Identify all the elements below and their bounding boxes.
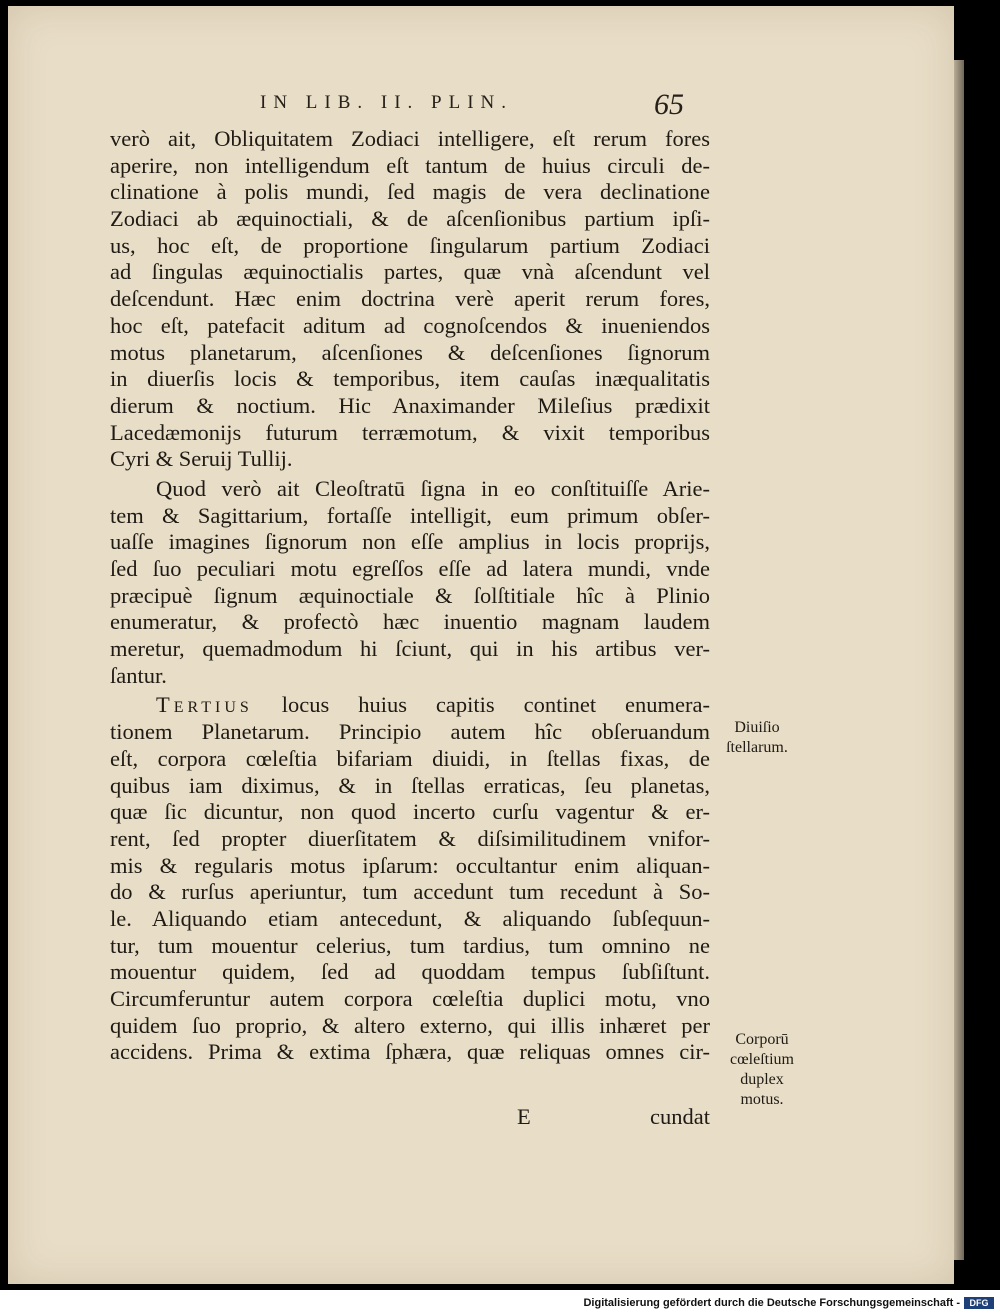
margin-note-corporum	[712, 1030, 812, 1110]
text-line: quidem ſuo proprio, & altero externo, qui illis inhæret per	[110, 1012, 710, 1038]
text-line: aperire, non intelligendum eſt tantum de huius circuli de-	[110, 152, 710, 178]
text-line: enumeratur, & profectò hæc inuentio magnam laudem	[110, 609, 710, 635]
text-line: in diuerſis locis & temporibus, item cauſas inæqualitatis	[110, 366, 710, 392]
margin-note-diuisio	[712, 718, 802, 758]
page-number: 65	[654, 88, 684, 121]
text-line: meretur, quemadmodum hi ſciunt, qui in his artibus ver-	[110, 636, 710, 662]
text-line: accidens. Prima & extima ſphæra, quæ reliquas omnes cir-	[110, 1039, 710, 1065]
text-line: verò ait, Obliquitatem Zodiaci intelligere, eſt rerum fores	[110, 126, 710, 151]
text-line: tur, tum mouentur celerius, tum tardius, tum omnino ne	[110, 932, 710, 958]
margin-note-line: Corporū	[735, 1031, 789, 1048]
section-opening-word: Tertius	[156, 692, 253, 718]
text-line: us, hoc eſt, de proportione ſingularum partium Zodiaci	[110, 232, 710, 258]
credit-text: Digitalisierung gefördert durch die Deutsche Forschungsgemeinschaft -	[583, 1297, 960, 1309]
text-line: clinatione à polis mundi, ſed magis de vera declinatione	[110, 179, 710, 205]
text-line: mis & regularis motus ipſarum: occultantur enim aliquan-	[110, 852, 710, 878]
text-line: uaſſe imagines ſignorum non eſſe amplius in locis proprijs,	[110, 529, 710, 555]
text-line-rest: locus huius capitis continet enumera-	[281, 692, 710, 718]
text-line: Quod verò ait Cleoſtratū ſigna in eo conſtituiſſe Arie-	[156, 475, 710, 501]
text-line: Circumferuntur autem corpora cœleſtia duplici motu, vno	[110, 986, 710, 1011]
text-line: motus planetarum, aſcenſiones & deſcenſiones ſignorum	[110, 339, 710, 365]
text-line: mouentur quidem, ſed ad quoddam tempus ſubſiſtunt.	[110, 959, 710, 985]
text-line: le. Aliquando etiam antecedunt, & aliquando ſubſequun-	[110, 905, 710, 931]
text-line: hoc eſt, patefacit aditum ad cognoſcendos & inueniendos	[110, 312, 710, 338]
text-line: ſed ſuo peculiari motu egreſſos eſſe ad latera mundi, vnde	[110, 556, 710, 581]
margin-note-line: ſtellarum.	[726, 739, 788, 756]
catchword: cundat	[650, 1104, 710, 1129]
text-line: ad ſingulas æquinoctialis partes, quæ vnà aſcendunt vel	[110, 259, 710, 285]
text-line: quæ ſic dicuntur, non quod incerto curſu vagentur & er-	[110, 799, 710, 825]
catch-line	[110, 1104, 710, 1132]
dfg-logo: DFG	[964, 1297, 994, 1309]
text-line: eſt, corpora cœleſtia bifariam diuidi, in ſtellas fixas, de	[110, 745, 710, 771]
signature-mark: E	[517, 1104, 531, 1129]
text-line: Zodiaci ab æquinoctiali, & de aſcenſionibus partium ipſi-	[110, 206, 710, 232]
main-text	[110, 126, 710, 1066]
text-line: dierum & noctium. Hic Anaximander Mileſius prædixit	[110, 392, 710, 418]
page-edge	[954, 60, 964, 1260]
text-line: Lacedæmonijs futurum terræmotum, & vixit temporibus	[110, 419, 710, 445]
margin-note-line: cœleſtium	[730, 1051, 794, 1068]
running-head: IN LIB. II. PLIN.	[260, 92, 514, 113]
margin-note-line: Diuiſio	[734, 719, 780, 736]
text-line: præcipuè ſignum æquinoctiale & ſolſtitiale hîc à Plinio	[110, 582, 710, 608]
text-line: tem & Sagittarium, fortaſſe intelligit, eum primum obſer-	[110, 502, 710, 528]
text-line: ſantur.	[110, 662, 167, 688]
text-line	[110, 692, 710, 719]
text-line: quibus iam diximus, & in ſtellas erraticas, ſeu planetas,	[110, 772, 710, 798]
text-line: deſcendunt. Hæc enim doctrina verè aperit rerum fores,	[110, 286, 710, 312]
text-line: tionem Planetarum. Principio autem hîc obſeruandum	[110, 719, 710, 745]
text-line: do & rurſus aperiuntur, tum accedunt tum recedunt à So-	[110, 879, 710, 905]
text-line: rent, ſed propter diuerſitatem & diſsimilitudinem vnifor-	[110, 825, 710, 851]
margin-note-line: motus.	[740, 1091, 784, 1108]
margin-note-line: duplex	[740, 1071, 784, 1088]
text-line: Cyri & Seruij Tullij.	[110, 446, 293, 472]
